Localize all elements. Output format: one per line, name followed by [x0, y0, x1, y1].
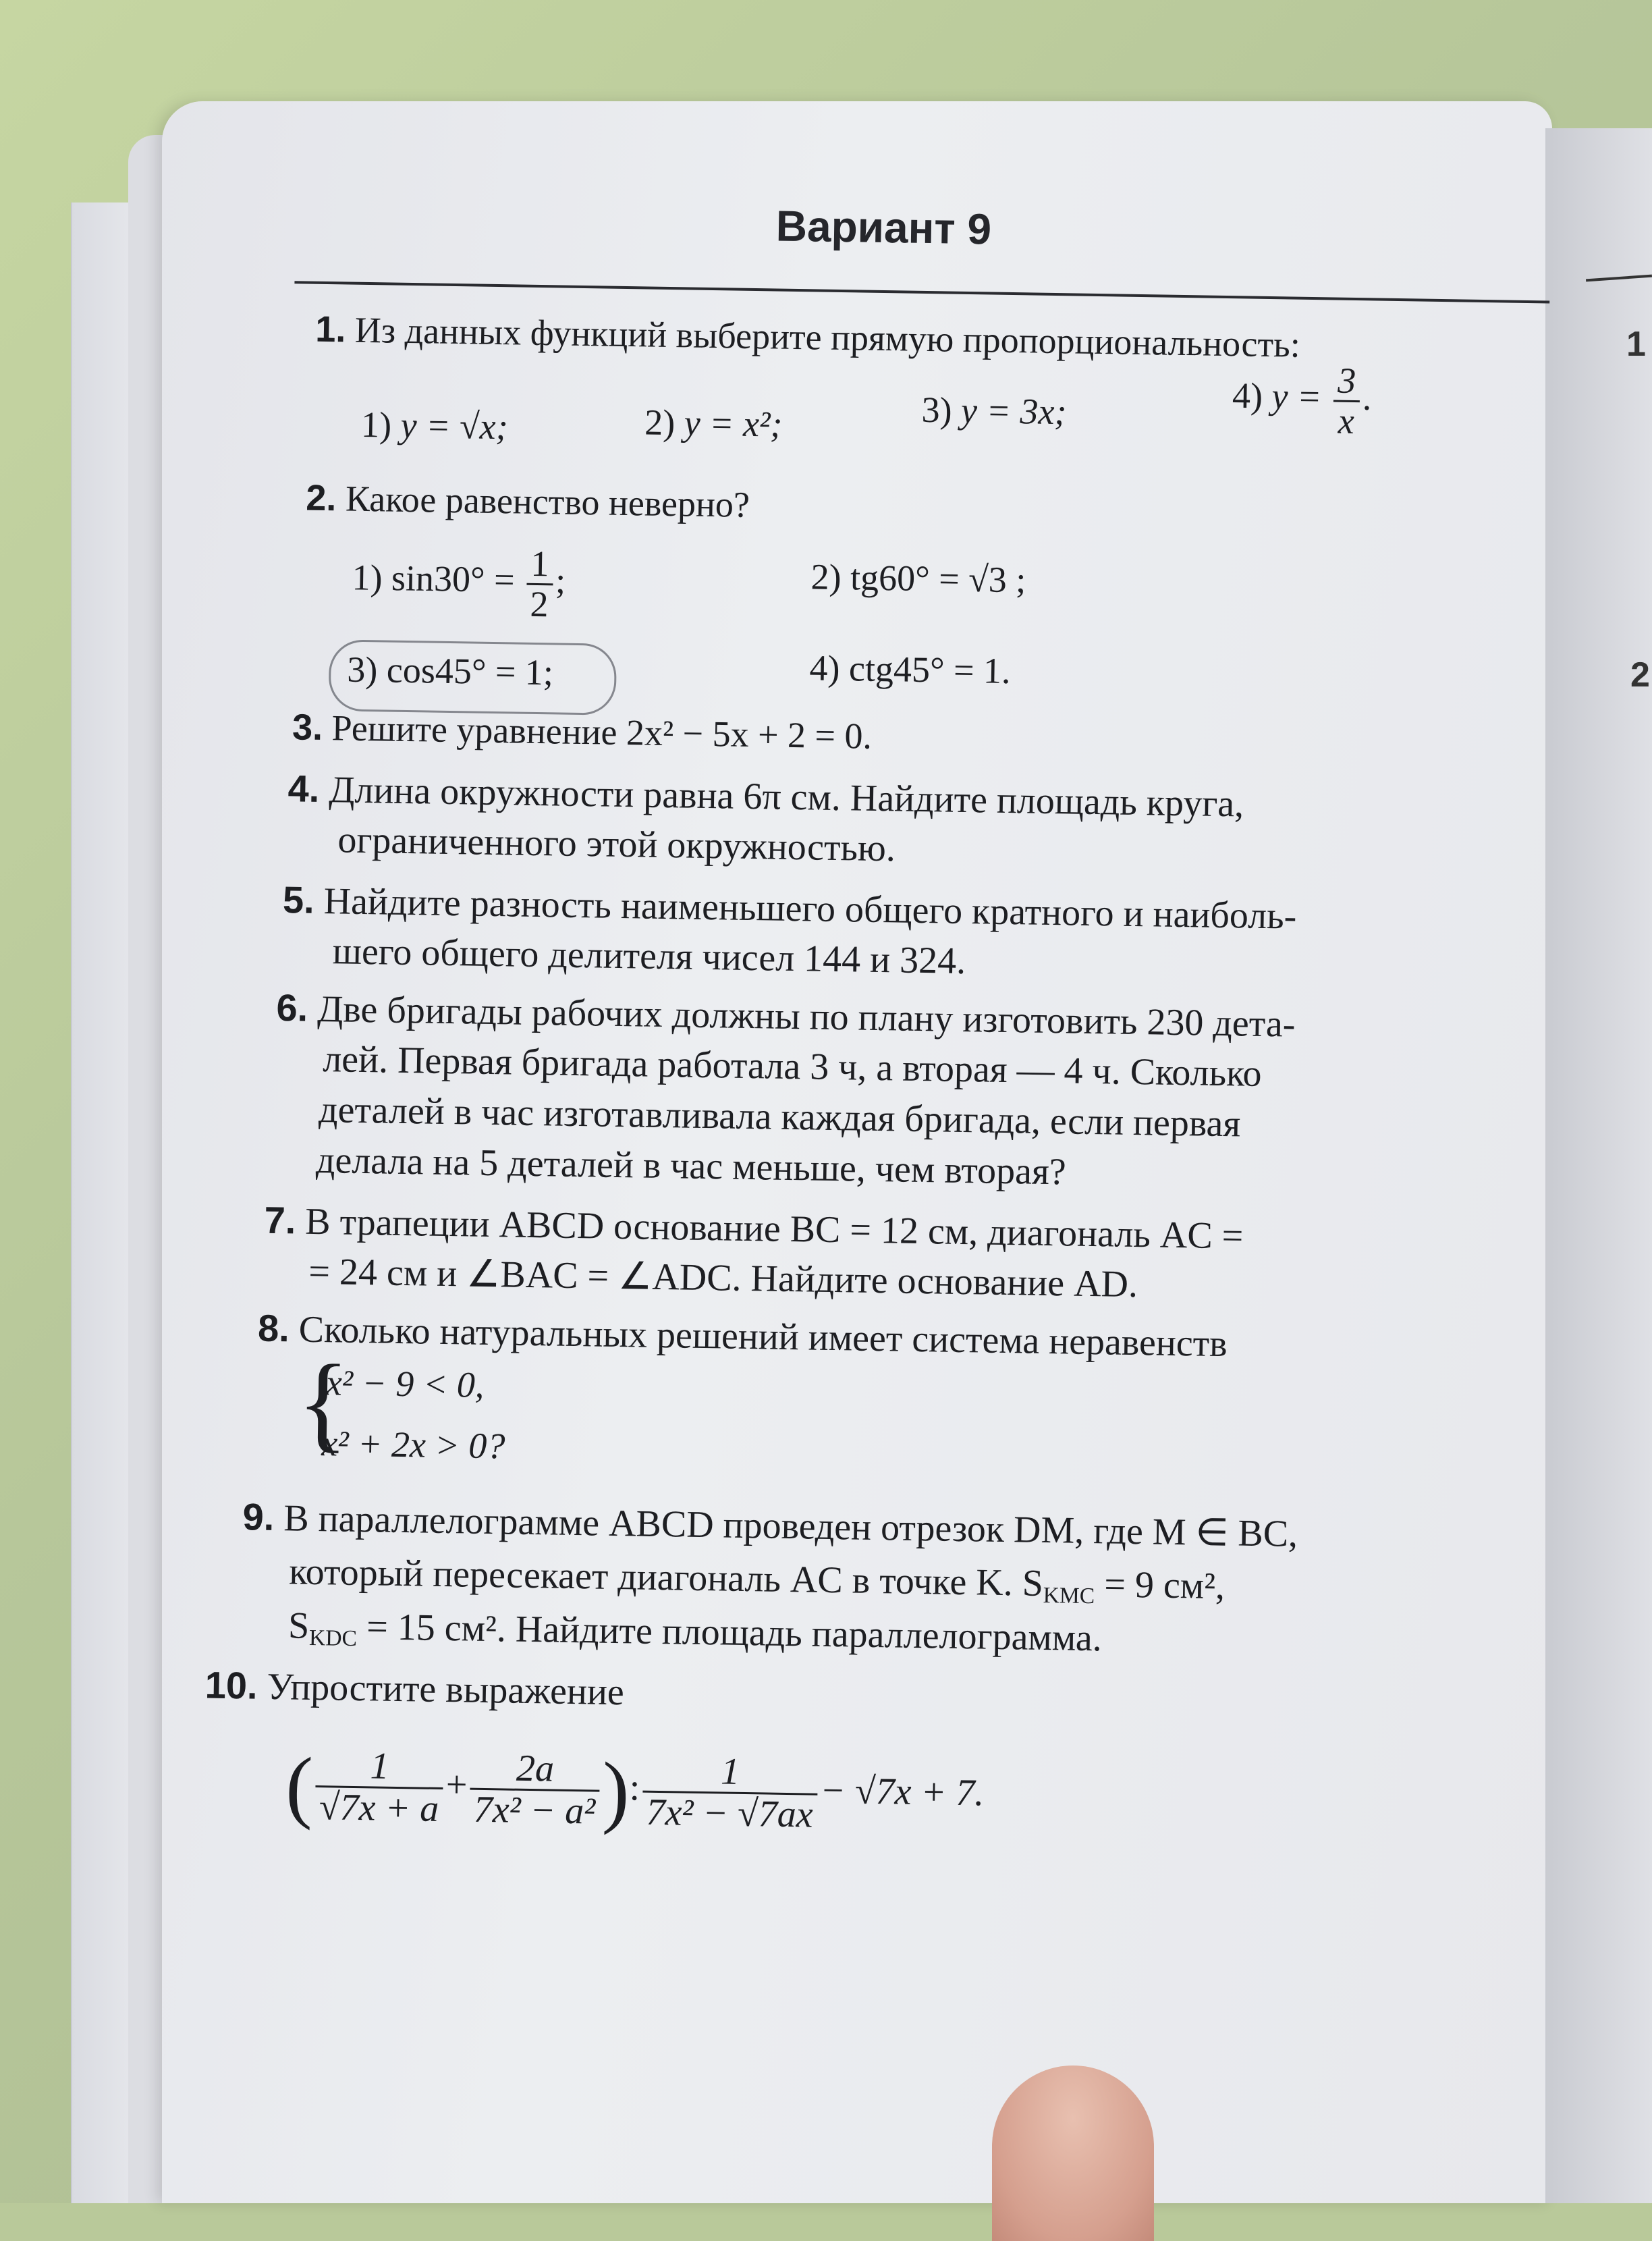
title-rule: [294, 281, 1549, 303]
inequality-2: x² + 2x > 0?: [321, 1423, 505, 1467]
option-label: 4): [809, 647, 841, 689]
option-label: 4): [1232, 375, 1263, 416]
question-number: 10.: [204, 1663, 258, 1707]
question-5-line-2: шего общего делителя чисел 144 и 324.: [332, 930, 966, 983]
question-line: Две бригады рабочих должны по плану изготовить 230 дета-: [316, 988, 1296, 1046]
left-paren: (: [285, 1740, 314, 1831]
question-9-line-2: [289, 1550, 1226, 1608]
area-symbol: S: [287, 1604, 310, 1647]
question-line: В параллелограмме ABCD проведен отрезок DM, где M ∈ BC,: [283, 1497, 1298, 1555]
question-text: Сколько натуральных решений имеет система неравенств: [298, 1308, 1228, 1366]
question-number: 3.: [292, 707, 323, 749]
question-line: который пересекает диагональ AC в точке K. S: [288, 1550, 1044, 1604]
denominator: x: [1338, 400, 1355, 441]
question-10: [204, 1663, 624, 1714]
expression-tail: − √7x + 7.: [819, 1769, 985, 1814]
numerator: 1: [642, 1750, 818, 1795]
option-text: y = x²;: [684, 402, 783, 445]
numerator: 2a: [470, 1748, 600, 1791]
question-9: [242, 1495, 1298, 1556]
fraction-3: [642, 1750, 818, 1835]
q2-option-4: [809, 647, 1011, 692]
subscript: KDC: [308, 1625, 358, 1652]
next-page-number-1: 1: [1626, 325, 1646, 364]
q2-option-1: [352, 542, 566, 624]
option-text: sin30° =: [391, 558, 516, 601]
inequality-1: x² − 9 < 0,: [325, 1362, 485, 1405]
option-label: 2): [644, 402, 676, 443]
question-line: Длина окружности равна 6π см. Найдите площадь круга,: [328, 769, 1244, 826]
option-label: 3): [346, 649, 378, 691]
page-title: Вариант 9: [775, 201, 992, 254]
fraction: [1333, 361, 1360, 440]
question-7-line-2: = 24 см и ∠BAC = ∠ADC. Найдите основание AD.: [308, 1250, 1138, 1306]
option-end: ;: [555, 560, 566, 601]
numerator: 3: [1333, 361, 1360, 402]
option-text: cos45° = 1;: [386, 649, 554, 693]
question-number: 6.: [276, 986, 308, 1029]
question-2: [306, 477, 750, 526]
expression: [285, 1739, 985, 1843]
question-line: Найдите разность наименьшего общего кратного и наиболь-: [323, 880, 1297, 938]
question-6-line-3: деталей в час изготавливала каждая бригада, если первая: [318, 1089, 1241, 1145]
option-text: tg60° = √3 ;: [850, 557, 1026, 601]
q1-option-2: [644, 401, 783, 445]
numerator: 1: [315, 1746, 443, 1789]
question-number: 1.: [314, 308, 346, 350]
finger: [992, 2066, 1154, 2241]
fraction: [526, 545, 553, 624]
question-4: [287, 767, 1244, 826]
question-text: Упростите выражение: [267, 1665, 625, 1714]
question-3: [292, 706, 873, 757]
question-6-line-4: делала на 5 деталей в час меньше, чем вторая?: [315, 1139, 1067, 1193]
fraction-1: [314, 1746, 443, 1829]
option-label: 2): [810, 556, 842, 598]
question-text: Какое равенство неверно?: [345, 478, 750, 525]
denominator: 2: [530, 583, 549, 624]
question-number: 2.: [305, 477, 337, 519]
option-label: 3): [921, 389, 953, 431]
question-5: [283, 878, 1297, 938]
denominator: 7x² − a²: [473, 1788, 596, 1833]
option-label: 1): [352, 557, 383, 598]
question-4-line-2: ограниченного этой окружностью.: [337, 819, 896, 870]
question-9-line-3: [288, 1604, 1103, 1660]
plus-sign: +: [445, 1763, 468, 1806]
colon-sign: :: [629, 1766, 640, 1809]
option-label: 1): [360, 404, 392, 446]
question-text: Решите уравнение 2x² − 5x + 2 = 0.: [331, 707, 873, 757]
question-7: [264, 1199, 1244, 1258]
q1-option-1: [361, 404, 508, 448]
question-line: В трапеции ABCD основание BC = 12 см, диагональ AC =: [304, 1200, 1244, 1258]
question-number: 5.: [282, 878, 315, 921]
option-text: y =: [1271, 375, 1322, 417]
q2-option-3: [347, 649, 553, 694]
question-line: = 15 см². Найдите площадь параллелограмма.: [356, 1605, 1103, 1660]
question-line-end: = 9 см²,: [1094, 1563, 1226, 1608]
question-8: [258, 1307, 1228, 1366]
question-1: [315, 308, 1300, 366]
question-text: Из данных функций выберите прямую пропорциональность:: [354, 309, 1301, 365]
option-text: ctg45° = 1.: [848, 648, 1012, 692]
right-paren: ): [601, 1745, 630, 1836]
question-number: 8.: [257, 1306, 290, 1350]
q2-option-2: [810, 556, 1026, 601]
next-page-number-2: 2: [1630, 655, 1650, 695]
denominator: 7x² − √7ax: [646, 1791, 814, 1836]
question-6: [276, 986, 1296, 1046]
question-number: 7.: [264, 1198, 296, 1242]
system-brace: {: [296, 1341, 350, 1463]
question-number: 4.: [287, 767, 320, 810]
fraction-2: [469, 1748, 600, 1831]
subscript: KMC: [1043, 1583, 1095, 1609]
q1-option-3: [921, 389, 1067, 433]
option-text: y = 3x;: [960, 389, 1067, 433]
option-end: .: [1362, 377, 1372, 418]
question-number: 9.: [242, 1495, 275, 1539]
question-6-line-2: лей. Первая бригада работала 3 ч, а вторая — 4 ч. Сколько: [322, 1038, 1263, 1095]
q1-option-4: [1232, 360, 1372, 441]
denominator: √7x + a: [319, 1785, 439, 1830]
numerator: 1: [526, 545, 553, 585]
option-text: y = √x;: [400, 404, 509, 448]
